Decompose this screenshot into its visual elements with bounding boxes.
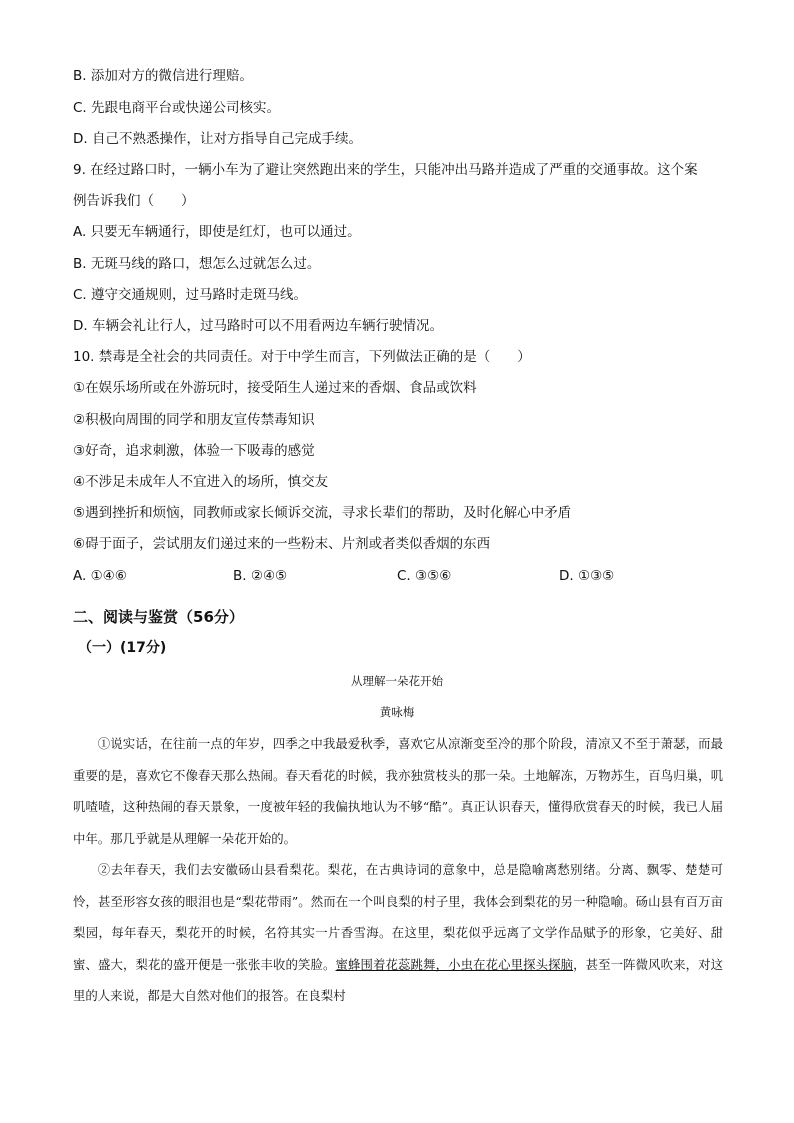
q9-stem-line1: 9. 在经过路口时，一辆小车为了避让突然跑出来的学生，只能冲出马路并造成了严重的交通事故。这个案 xyxy=(73,162,698,178)
q8-option-d: D. 自己不熟悉操作，让对方指导自己完成手续。 xyxy=(73,131,362,147)
paragraph-text: ，甚至一阵微风吹来，对这里的人来说，都是大自然对他们的报答。在良梨村 xyxy=(73,956,724,1003)
q10-item: ④不涉足未成年人不宜进入的场所，慎交友 xyxy=(73,474,329,490)
q10-option-d: D. ①③⑤ xyxy=(559,568,615,584)
q10-item: ③好奇，追求刺激，体验一下吸毒的感觉 xyxy=(73,443,315,459)
q9-option-a: A. 只要无车辆通行，即使是红灯，也可以通过。 xyxy=(73,224,361,240)
q8-option-b: B. 添加对方的微信进行理赔。 xyxy=(73,68,253,84)
paragraph-text: ②去年春天，我们去安徽砀山县看梨花。梨花，在古典诗词的意象中，总是隐喻离愁别绪。分离、飘零、楚楚可怜，甚至形容女孩的眼泪也是“梨花带雨”。然而在一个叫良梨的村子里，我体会到梨花的另一种隐喻。砀山县有百万亩梨园，每年春天，梨花开的时候，名符其实一片香雪海。在这里，梨花似乎远离了文学作品赋予的形象，它美好、甜蜜、盛大，梨花的盛开便是一张张丰收的笑脸。 xyxy=(73,862,723,972)
q10-option-b: B. ②④⑤ xyxy=(233,568,288,584)
q10-options xyxy=(73,566,723,586)
q9-option-d: D. 车辆会礼让行人，过马路时可以不用看两边车辆行驶情况。 xyxy=(73,318,443,334)
article-title: 从理解一朵花开始 xyxy=(351,674,443,688)
q10-item: ⑥碍于面子，尝试朋友们递过来的一些粉末、片剂或者类似香烟的东西 xyxy=(73,536,491,552)
q10-option-a: A. ①④⑥ xyxy=(73,568,127,584)
article-paragraph-2 xyxy=(73,854,723,1012)
q10-item: ②积极向周围的同学和朋友宣传禁毒知识 xyxy=(73,412,315,428)
q9-stem-line2: 例告诉我们（ ） xyxy=(73,193,195,209)
q8-option-c: C. 先跟电商平台或快递公司核实。 xyxy=(73,100,281,116)
q9-option-b: B. 无斑马线的路口，想怎么过就怎么过。 xyxy=(73,256,321,272)
part-title: （一）(17分) xyxy=(78,640,167,656)
underlined-sentence: 蜜蜂围着花蕊跳舞，小虫在花心里探头探脑 xyxy=(335,956,574,972)
section-title: 二、阅读与鉴赏（56分） xyxy=(73,608,244,626)
q10-item: ①在娱乐场所或在外游玩时，接受陌生人递过来的香烟、食品或饮料 xyxy=(73,380,477,396)
q9-option-c: C. 遵守交通规则，过马路时走斑马线。 xyxy=(73,287,308,303)
article-author: 黄咏梅 xyxy=(379,705,415,719)
q10-stem: 10. 禁毒是全社会的共同责任。对于中学生而言，下列做法正确的是（ ） xyxy=(73,349,531,365)
q10-option-c: C. ③⑤⑥ xyxy=(397,568,452,584)
article-paragraph-1: ①说实话，在往前一点的年岁，四季之中我最爱秋季，喜欢它从凉渐变至冷的那个阶段，清凉又不至于萧瑟，而最重要的是，喜欢它不像春天那么热闹。春天看花的时候，我亦独赏枝头的那一朵。土地解冻，万物苏生，百鸟归巢，叽叽喳喳，这种热闹的春天景象，一度被年轻的我偏执地认为不够“酷”。真正认识春天，懂得欣赏春天的时候，我已人届中年。那几乎就是从理解一朵花开始的。 xyxy=(73,736,723,846)
q10-item: ⑤遇到挫折和烦恼，同教师或家长倾诉交流，寻求长辈们的帮助，及时化解心中矛盾 xyxy=(73,505,572,521)
